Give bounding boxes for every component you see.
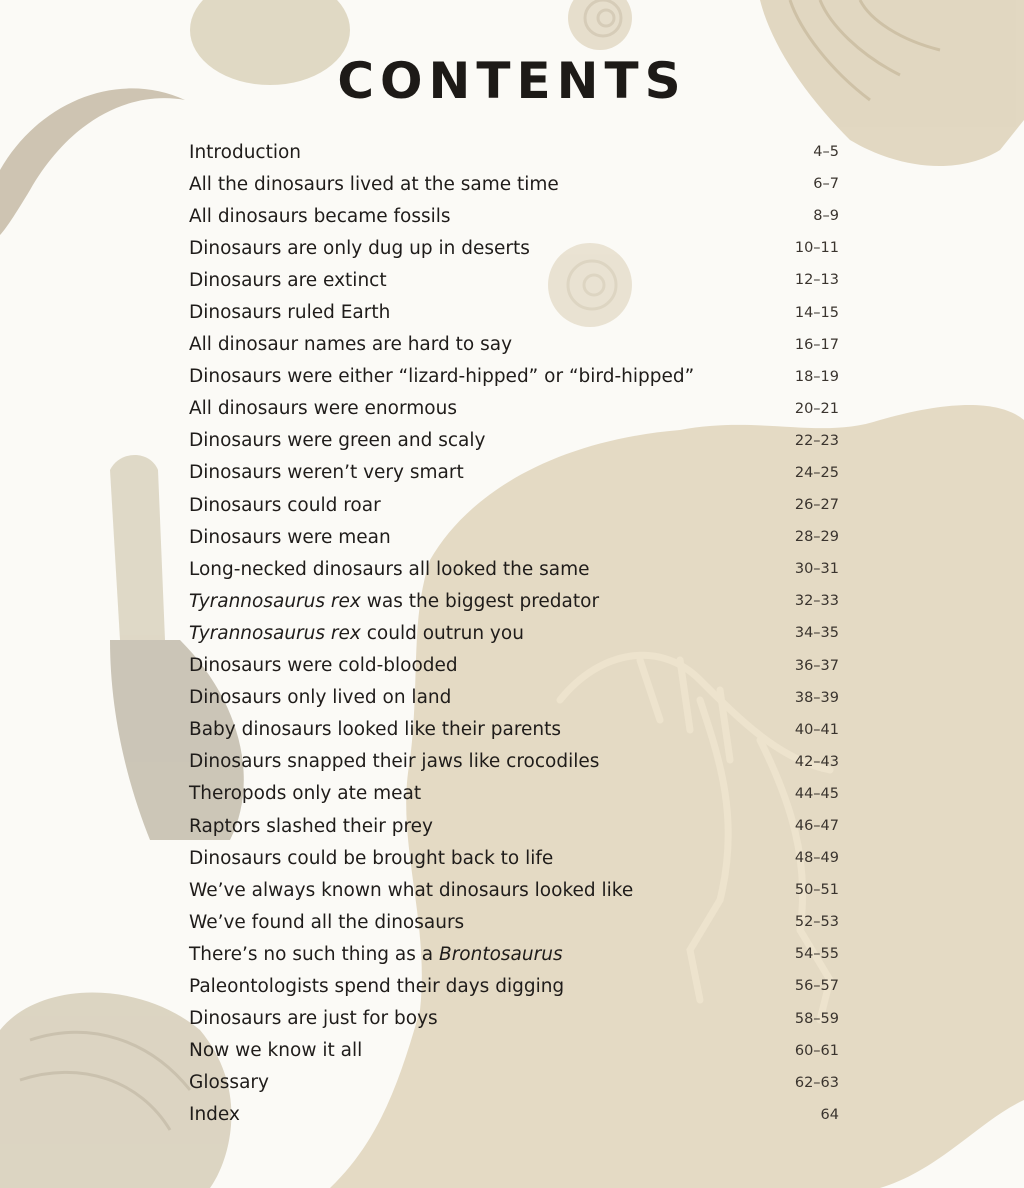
toc-entry-title (189, 944, 563, 965)
toc-entry-pages: 54–55 (794, 946, 839, 963)
toc-entry (189, 329, 839, 361)
toc-entry (189, 874, 839, 906)
toc-entry-italic: Brontosaurus (439, 943, 563, 965)
toc-entry (189, 617, 839, 649)
toc-entry-pages: 12–13 (794, 272, 839, 289)
toc-entry-pages: 32–33 (794, 593, 839, 610)
toc-entry-title (189, 783, 421, 804)
toc-entry-pages: 46–47 (794, 818, 839, 835)
toc-entry (189, 778, 839, 810)
toc-entry-pages: 22–23 (794, 432, 839, 449)
toc-entry (189, 1067, 839, 1099)
toc-entry-text: All dinosaurs were enormous (189, 398, 457, 420)
toc-entry-pages: 48–49 (794, 850, 839, 867)
toc-entry-pages: 36–37 (794, 657, 839, 674)
toc-entry-italic: Tyrannosaurus rex (189, 622, 361, 644)
toc-entry-text: All dinosaur names are hard to say (189, 334, 513, 356)
toc-entry-title (189, 238, 530, 259)
toc-entry-pages: 6–7 (813, 176, 839, 193)
toc-entry-text: There’s no such thing as a (189, 943, 439, 965)
toc-entry-pages: 16–17 (794, 336, 839, 353)
claw-fossil-icon (0, 88, 185, 235)
toc-entry-pages: 18–19 (794, 368, 839, 385)
toc-entry-title (189, 302, 390, 323)
toc-entry-pages: 34–35 (794, 625, 839, 642)
toc-entry-pages: 50–51 (794, 882, 839, 899)
toc-entry-title (189, 1008, 438, 1029)
toc-entry (189, 553, 839, 585)
toc-entry-text: Long-necked dinosaurs all looked the same (189, 558, 590, 580)
toc-entry (189, 810, 839, 842)
toc-entry (189, 970, 839, 1002)
toc-entry-title (189, 880, 633, 901)
toc-entry (189, 296, 839, 328)
toc-entry-text: Dinosaurs only lived on land (189, 687, 452, 709)
toc-entry-title (189, 687, 451, 708)
toc-entry-text: Dinosaurs could be brought back to life (189, 847, 554, 869)
toc-entry-text: Dinosaurs snapped their jaws like crocodiles (189, 751, 600, 773)
toc-entry-text: Dinosaurs were cold-blooded (189, 655, 458, 677)
toc-entry-pages: 8–9 (813, 208, 839, 225)
toc-entry-pages: 14–15 (794, 304, 839, 321)
toc-entry-text: Dinosaurs ruled Earth (189, 302, 391, 324)
table-of-contents (189, 136, 839, 1131)
toc-entry (189, 714, 839, 746)
toc-entry-text: We’ve always known what dinosaurs looked like (189, 879, 634, 901)
toc-entry-title (189, 719, 561, 740)
toc-entry-title (189, 976, 564, 997)
toc-entry-text: All the dinosaurs lived at the same time (189, 173, 559, 195)
toc-entry-pages: 56–57 (794, 978, 839, 995)
toc-entry-pages: 60–61 (794, 1042, 839, 1059)
toc-entry-text: Raptors slashed their prey (189, 815, 433, 837)
toc-entry (189, 361, 839, 393)
toc-entry-title (189, 1104, 240, 1125)
toc-entry-title (189, 848, 553, 869)
toc-entry-pages: 58–59 (794, 1010, 839, 1027)
toc-entry (189, 585, 839, 617)
toc-entry-text: Theropods only ate meat (189, 783, 422, 805)
toc-entry-pages: 4–5 (813, 144, 839, 161)
toc-entry-text: Dinosaurs weren’t very smart (189, 462, 464, 484)
toc-entry (189, 200, 839, 232)
toc-entry-pages: 62–63 (794, 1074, 839, 1091)
toc-entry-title (189, 1040, 362, 1061)
toc-entry-title (189, 334, 512, 355)
toc-entry-title (189, 623, 524, 644)
toc-entry-text: Now we know it all (189, 1040, 363, 1062)
toc-entry-text: Dinosaurs could roar (189, 494, 381, 516)
toc-entry-text: Baby dinosaurs looked like their parents (189, 719, 562, 741)
toc-entry (189, 906, 839, 938)
toc-entry-pages: 28–29 (794, 529, 839, 546)
toc-entry-text: could outrun you (360, 622, 524, 644)
toc-entry-pages: 52–53 (794, 914, 839, 931)
toc-entry-title (189, 142, 301, 163)
toc-entry (189, 1035, 839, 1067)
toc-entry (189, 746, 839, 778)
toc-entry-text: Dinosaurs were mean (189, 526, 391, 548)
toc-entry (189, 938, 839, 970)
toc-entry-title (189, 174, 559, 195)
toc-entry-title (189, 816, 433, 837)
toc-entry (189, 457, 839, 489)
toc-entry-title (189, 462, 464, 483)
toc-entry-pages: 10–11 (794, 240, 839, 257)
toc-entry-text: was the biggest predator (360, 590, 600, 612)
toc-entry (189, 1099, 839, 1131)
toc-entry-pages: 24–25 (794, 464, 839, 481)
toc-entry (189, 682, 839, 714)
toc-entry-title (189, 559, 590, 580)
toc-entry-pages: 40–41 (794, 721, 839, 738)
toc-entry-pages: 42–43 (794, 753, 839, 770)
toc-entry-pages: 38–39 (794, 689, 839, 706)
toc-entry-title (189, 527, 391, 548)
toc-entry-pages: 44–45 (794, 785, 839, 802)
toc-entry (189, 168, 839, 200)
toc-entry-title (189, 591, 599, 612)
toc-entry-title (189, 912, 464, 933)
toc-entry-title (189, 366, 694, 387)
toc-entry-text: Dinosaurs are only dug up in deserts (189, 237, 530, 259)
toc-entry (189, 650, 839, 682)
page-title: CONTENTS (337, 52, 687, 110)
toc-entry-text: Paleontologists spend their days digging (189, 975, 565, 997)
toc-entry-title (189, 430, 485, 451)
toc-entry (189, 842, 839, 874)
toc-entry (189, 425, 839, 457)
toc-entry-text: Glossary (189, 1072, 269, 1094)
toc-entry-pages: 26–27 (794, 497, 839, 514)
toc-entry-title (189, 270, 387, 291)
toc-entry (189, 521, 839, 553)
toc-entry-italic: Tyrannosaurus rex (189, 590, 361, 612)
toc-entry-pages: 64 (820, 1106, 839, 1123)
toc-entry (189, 136, 839, 168)
toc-entry-pages: 30–31 (794, 561, 839, 578)
toc-entry (189, 1003, 839, 1035)
toc-entry-text: Dinosaurs were either “lizard-hipped” or “bird-hipped” (189, 366, 695, 388)
toc-entry-text: Dinosaurs were green and scaly (189, 430, 486, 452)
toc-entry (189, 232, 839, 264)
toc-entry-text: Introduction (189, 141, 302, 163)
toc-entry-text: Dinosaurs are just for boys (189, 1008, 438, 1030)
toc-entry-title (189, 206, 451, 227)
toc-entry-text: Dinosaurs are extinct (189, 269, 387, 291)
toc-entry-text: All dinosaurs became fossils (189, 205, 451, 227)
toc-entry (189, 264, 839, 296)
toc-entry-title (189, 398, 457, 419)
toc-entry-title (189, 655, 458, 676)
shell-fossil-icon (568, 0, 632, 50)
toc-entry (189, 489, 839, 521)
toc-entry-text: We’ve found all the dinosaurs (189, 911, 465, 933)
toc-entry-title (189, 495, 381, 516)
toc-entry (189, 393, 839, 425)
toc-entry-title (189, 751, 599, 772)
toc-entry-pages: 20–21 (794, 400, 839, 417)
toc-entry-text: Index (189, 1104, 240, 1126)
toc-entry-title (189, 1072, 269, 1093)
